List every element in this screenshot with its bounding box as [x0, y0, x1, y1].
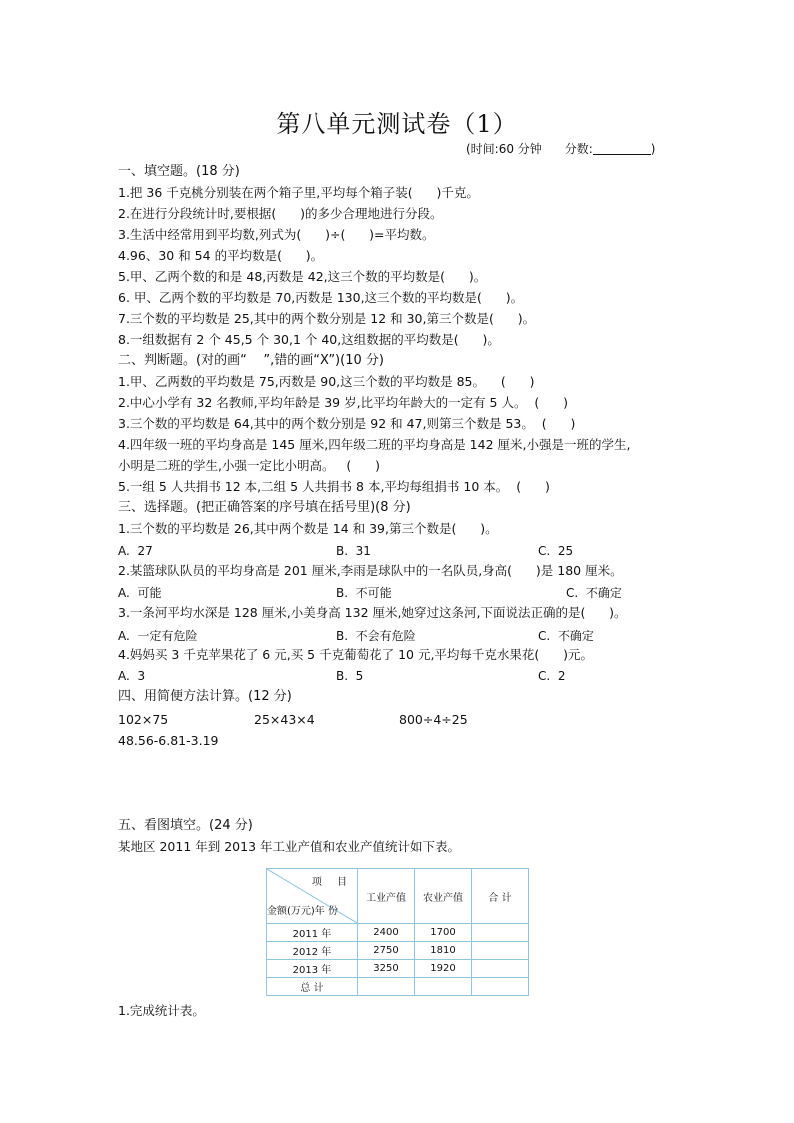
choice-option: A. 27 — [118, 544, 153, 558]
row-agriculture: 1920 — [415, 960, 472, 978]
page-title: 第八单元测试卷（1） — [276, 110, 518, 138]
choice-option: C. 不确定 — [566, 586, 622, 600]
header-total: 合 计 — [472, 869, 529, 924]
row-year: 2011 年 — [267, 924, 358, 942]
choice-option: C. 不确定 — [538, 629, 594, 643]
row-total-cell[interactable] — [472, 960, 529, 978]
time-score-text: (时间:60 分钟 分数: — [466, 142, 593, 156]
choice-option: B. 31 — [336, 544, 371, 558]
question-text: 5.甲、乙两个数的和是 48,丙数是 42,这三个数的平均数是( )。 — [118, 269, 487, 284]
question-text: 4.96、30 和 54 的平均数是( )。 — [118, 248, 324, 263]
row-industry: 2750 — [358, 942, 415, 960]
question-text: 2.某篮球队队员的平均身高是 201 厘米,李雨是球队中的一名队员,身高( )是 180 厘米。 — [118, 563, 623, 578]
table-row — [267, 960, 529, 978]
row-total-cell[interactable] — [472, 942, 529, 960]
header-industry: 工业产值 — [358, 869, 415, 924]
calculation-expression: 25×43×4 — [254, 712, 315, 727]
question-text: 6. 甲、乙两个数的平均数是 70,丙数是 130,这三个数的平均数是( )。 — [118, 290, 524, 305]
question-text: 3.三个数的平均数是 64,其中的两个数分别是 92 和 47,则第三个数是 53。 ( ) — [118, 416, 576, 431]
row-year: 2012 年 — [267, 942, 358, 960]
choice-option: A. 3 — [118, 669, 146, 683]
section-heading: 三、选择题。(把正确答案的序号填在括号里)(8 分) — [118, 500, 411, 515]
question-text: 1.完成统计表。 — [118, 1003, 205, 1018]
statistics-table — [266, 868, 529, 996]
question-text: 8.一组数据有 2 个 45,5 个 30,1 个 40,这组数据的平均数是( )。 — [118, 332, 500, 347]
section-heading: 五、看图填空。(24 分) — [118, 818, 253, 833]
section-heading: 二、判断题。(对的画“ ”,错的画“X”)(10 分) — [118, 353, 384, 368]
table-diagonal-header — [267, 869, 358, 924]
calculation-expression: 800÷4÷25 — [399, 712, 468, 727]
time-score-line — [466, 140, 655, 157]
header-agriculture: 农业产值 — [415, 869, 472, 924]
table-row — [267, 924, 529, 942]
score-blank[interactable] — [593, 142, 651, 155]
choice-option: B. 5 — [336, 669, 364, 683]
choice-option: C. 25 — [538, 544, 574, 558]
question-text: 1.三个数的平均数是 26,其中两个数是 14 和 39,第三个数是( )。 — [118, 521, 498, 536]
header-item-label: 项 目 — [311, 877, 353, 888]
row-year: 2013 年 — [267, 960, 358, 978]
choice-option: A. 可能 — [118, 586, 162, 600]
row-industry: 3250 — [358, 960, 415, 978]
question-text: 1.把 36 千克桃分别装在两个箱子里,平均每个箱子装( )千克。 — [118, 185, 479, 200]
section-heading: 四、用简便方法计算。(12 分) — [118, 689, 292, 704]
table-row — [267, 942, 529, 960]
question-text: 5.一组 5 人共捐书 12 本,二组 5 人共捐书 8 本,平均每组捐书 10 本。 ( ) — [118, 479, 550, 494]
question-text: 4.四年级一班的平均身高是 145 厘米,四年级二班的平均身高是 142 厘米,小强是一班的学生, — [118, 437, 631, 452]
header-year-label: 金额(万元)年 份 — [267, 906, 338, 917]
choice-option: B. 不可能 — [336, 586, 392, 600]
table-header-row — [267, 869, 529, 924]
time-score-end: ) — [650, 142, 656, 156]
total-agriculture-cell[interactable] — [415, 978, 472, 996]
choice-option: C. 2 — [538, 669, 566, 683]
question-text: 1.甲、乙两数的平均数是 75,丙数是 90,这三个数的平均数是 85。 ( ) — [118, 374, 535, 389]
row-agriculture: 1810 — [415, 942, 472, 960]
total-total-cell[interactable] — [472, 978, 529, 996]
question-text: 3.一条河平均水深是 128 厘米,小美身高 132 厘米,她穿过这条河,下面说法正确的是( )。 — [118, 605, 627, 620]
question-text: 2.在进行分段统计时,要根据( )的多少合理地进行分段。 — [118, 206, 443, 221]
section-heading: 一、填空题。(18 分) — [118, 164, 240, 179]
row-industry: 2400 — [358, 924, 415, 942]
question-text: 某地区 2011 年到 2013 年工业产值和农业产值统计如下表。 — [118, 839, 461, 854]
question-text: 4.妈妈买 3 千克苹果花了 6 元,买 5 千克葡萄花了 10 元,平均每千克水果花( )元。 — [118, 647, 594, 662]
calculation-expression: 48.56-6.81-3.19 — [118, 733, 219, 748]
total-industry-cell[interactable] — [358, 978, 415, 996]
choice-option: A. 一定有危险 — [118, 629, 198, 643]
row-total-cell[interactable] — [472, 924, 529, 942]
row-agriculture: 1700 — [415, 924, 472, 942]
calculation-expression: 102×75 — [118, 712, 169, 727]
question-text: 2.中心小学有 32 名教师,平均年龄是 39 岁,比平均年龄大的一定有 5 人。 ( ) — [118, 395, 569, 410]
table-total-row — [267, 978, 529, 996]
total-row-label: 总 计 — [267, 978, 358, 996]
question-text: 7.三个数的平均数是 25,其中的两个数分别是 12 和 30,第三个数是( )。 — [118, 311, 536, 326]
choice-option: B. 不会有危险 — [336, 629, 416, 643]
question-text: 小明是二班的学生,小强一定比小明高。 ( ) — [118, 458, 380, 473]
question-text: 3.生活中经常用到平均数,列式为( )÷( )=平均数。 — [118, 227, 435, 242]
